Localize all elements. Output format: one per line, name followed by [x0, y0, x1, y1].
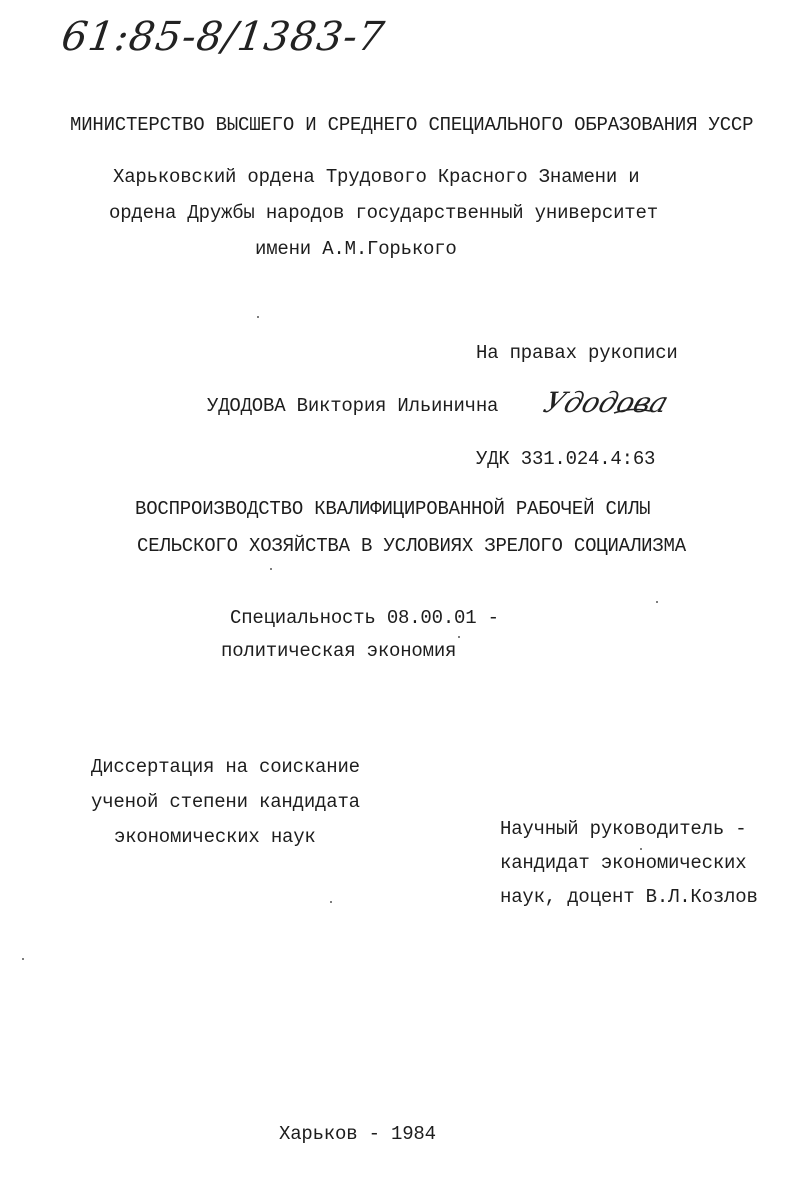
university-line-2: ордена Дружбы народов государственный университет — [109, 202, 658, 224]
scan-speck — [257, 316, 259, 318]
university-line-3: имени А.М.Горького — [255, 238, 457, 260]
archive-code-handwritten: 61:85-8/1383-7 — [58, 14, 388, 60]
scan-speck — [330, 901, 332, 903]
dissertation-line-2: ученой степени кандидата — [91, 791, 360, 813]
scan-speck — [640, 848, 642, 850]
thesis-title-line-2: СЕЛЬСКОГО ХОЗЯЙСТВА В УСЛОВИЯХ ЗРЕЛОГО СОЦИАЛИЗМА — [137, 535, 686, 557]
signature-underline — [612, 405, 652, 417]
author-name: УДОДОВА Виктория Ильинична — [207, 395, 499, 417]
dissertation-line-3: экономических наук — [114, 826, 316, 848]
author-signature: Удодова — [539, 386, 673, 419]
supervisor-line-1: Научный руководитель - — [500, 818, 747, 840]
scan-speck — [270, 568, 272, 570]
manuscript-rights: На правах рукописи — [476, 342, 678, 364]
university-line-1: Харьковский ордена Трудового Красного Знамени и — [113, 166, 640, 188]
scan-speck — [458, 636, 460, 638]
specialty-line-2: политическая экономия — [221, 640, 457, 662]
ministry-header: МИНИСТЕРСТВО ВЫСШЕГО И СРЕДНЕГО СПЕЦИАЛЬНОГО ОБРАЗОВАНИЯ УССР — [70, 114, 754, 136]
supervisor-line-3: наук, доцент В.Л.Козлов — [500, 886, 758, 908]
thesis-title-line-1: ВОСПРОИЗВОДСТВО КВАЛИФИЦИРОВАННОЙ РАБОЧЕЙ СИЛЫ — [135, 498, 651, 520]
scan-speck — [656, 601, 658, 603]
supervisor-line-2: кандидат экономических — [500, 852, 747, 874]
city-year-footer: Харьков - 1984 — [279, 1123, 436, 1145]
scan-speck — [22, 958, 24, 960]
udk-code: УДК 331.024.4:63 — [476, 448, 656, 470]
specialty-line-1: Специальность 08.00.01 - — [230, 607, 499, 629]
dissertation-line-1: Диссертация на соискание — [91, 756, 360, 778]
